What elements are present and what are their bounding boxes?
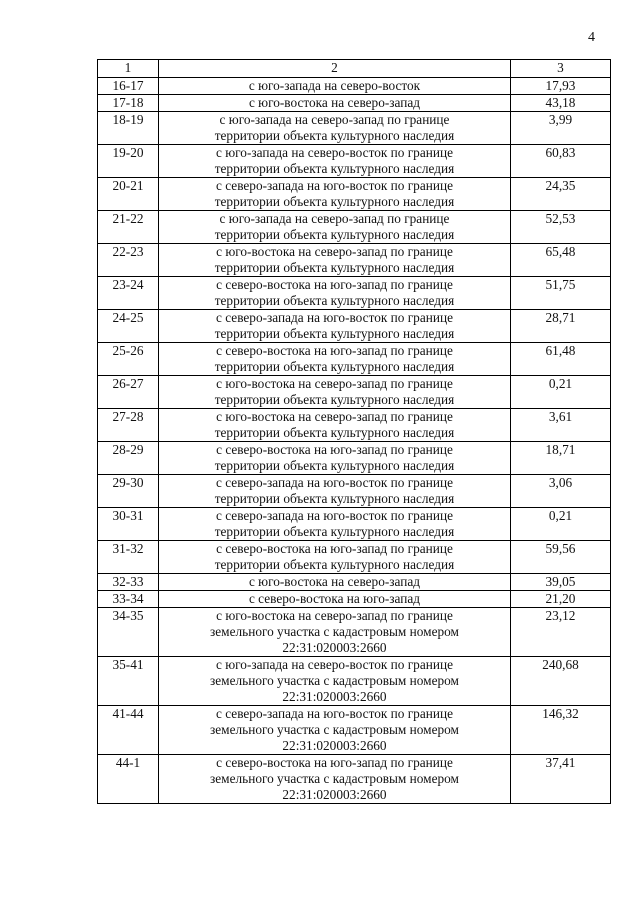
- direction-cell: [159, 442, 511, 475]
- direction-text-line: с северо-востока на юго-запад по границе: [216, 755, 453, 770]
- direction-text-line: земельного участка с кадастровым номером: [210, 722, 459, 737]
- direction-text-line: территории объекта культурного наследия: [214, 359, 455, 374]
- segment-cell: 17-18: [98, 95, 159, 112]
- length-cell: 59,56: [511, 541, 611, 574]
- length-cell: 0,21: [511, 508, 611, 541]
- length-cell: 23,12: [511, 608, 611, 657]
- table-header-row: [98, 60, 611, 78]
- direction-text-line: 22:31:020003:2660: [282, 787, 387, 802]
- direction-text-line: с северо-запада на юго-восток по границе: [216, 508, 453, 523]
- boundary-description-table: [97, 59, 611, 804]
- length-cell: 43,18: [511, 95, 611, 112]
- direction-text-line: с северо-востока на юго-запад по границе: [216, 277, 453, 292]
- direction-text-line: земельного участка с кадастровым номером: [210, 624, 459, 639]
- segment-cell: 32-33: [98, 574, 159, 591]
- segment-cell: 35-41: [98, 657, 159, 706]
- direction-text-line: территории объекта культурного наследия: [214, 425, 455, 440]
- table-row: [98, 277, 611, 310]
- direction-text-line: с северо-востока на юго-запад: [248, 591, 421, 606]
- table-row: [98, 608, 611, 657]
- length-cell: 52,53: [511, 211, 611, 244]
- segment-cell: 30-31: [98, 508, 159, 541]
- direction-cell: [159, 145, 511, 178]
- column-header-segment: 1: [98, 60, 159, 78]
- direction-text-line: с юго-запада на северо-восток по границе: [216, 145, 453, 160]
- direction-cell: [159, 706, 511, 755]
- segment-cell: 20-21: [98, 178, 159, 211]
- table-row: [98, 541, 611, 574]
- direction-text-line: с северо-запада на юго-восток по границе: [216, 475, 453, 490]
- segment-cell: 33-34: [98, 591, 159, 608]
- table-row: [98, 591, 611, 608]
- direction-text-line: 22:31:020003:2660: [282, 738, 387, 753]
- direction-cell: [159, 211, 511, 244]
- direction-cell: [159, 475, 511, 508]
- direction-text-line: 22:31:020003:2660: [282, 689, 387, 704]
- direction-text-line: с юго-запада на северо-восток по границе: [216, 657, 453, 672]
- table-row: [98, 442, 611, 475]
- length-cell: 3,99: [511, 112, 611, 145]
- direction-text-line: с северо-востока на юго-запад по границе: [216, 541, 453, 556]
- table-row: [98, 755, 611, 804]
- direction-cell: [159, 508, 511, 541]
- segment-cell: 31-32: [98, 541, 159, 574]
- segment-cell: 22-23: [98, 244, 159, 277]
- segment-cell: 23-24: [98, 277, 159, 310]
- length-cell: 0,21: [511, 376, 611, 409]
- length-cell: 18,71: [511, 442, 611, 475]
- direction-cell: [159, 591, 511, 608]
- direction-text-line: с юго-востока на северо-запад по границе: [216, 244, 453, 259]
- direction-text-line: с юго-востока на северо-запад по границе: [216, 376, 453, 391]
- direction-text-line: территории объекта культурного наследия: [214, 326, 455, 341]
- length-cell: 21,20: [511, 591, 611, 608]
- segment-cell: 24-25: [98, 310, 159, 343]
- direction-cell: [159, 178, 511, 211]
- direction-cell: [159, 310, 511, 343]
- table-row: [98, 657, 611, 706]
- direction-text-line: территории объекта культурного наследия: [214, 458, 455, 473]
- table-row: [98, 706, 611, 755]
- table-row: [98, 178, 611, 211]
- length-cell: 51,75: [511, 277, 611, 310]
- segment-cell: 26-27: [98, 376, 159, 409]
- direction-cell: [159, 409, 511, 442]
- length-cell: 3,61: [511, 409, 611, 442]
- direction-text-line: с северо-запада на юго-восток по границе: [216, 310, 453, 325]
- length-cell: 146,32: [511, 706, 611, 755]
- direction-text-line: с юго-запада на северо-восток: [248, 78, 421, 93]
- length-cell: 17,93: [511, 78, 611, 95]
- table-row: [98, 211, 611, 244]
- length-cell: 24,35: [511, 178, 611, 211]
- direction-text-line: территории объекта культурного наследия: [214, 194, 455, 209]
- direction-text-line: территории объекта культурного наследия: [214, 128, 455, 143]
- direction-text-line: земельного участка с кадастровым номером: [210, 771, 459, 786]
- length-cell: 65,48: [511, 244, 611, 277]
- direction-text-line: с северо-востока на юго-запад по границе: [216, 343, 453, 358]
- direction-text-line: с юго-запада на северо-запад по границе: [219, 112, 450, 127]
- segment-cell: 27-28: [98, 409, 159, 442]
- direction-text-line: территории объекта культурного наследия: [214, 524, 455, 539]
- table-row: [98, 574, 611, 591]
- column-header-length: 3: [511, 60, 611, 78]
- direction-cell: [159, 343, 511, 376]
- table-body: [98, 78, 611, 804]
- direction-text-line: с юго-востока на северо-запад: [248, 574, 421, 589]
- direction-cell: [159, 244, 511, 277]
- segment-cell: 41-44: [98, 706, 159, 755]
- direction-cell: [159, 541, 511, 574]
- table-row: [98, 343, 611, 376]
- segment-cell: 29-30: [98, 475, 159, 508]
- direction-text-line: с юго-востока на северо-запад по границе: [216, 409, 453, 424]
- segment-cell: 44-1: [98, 755, 159, 804]
- direction-text-line: с юго-востока на северо-запад: [248, 95, 421, 110]
- length-cell: 3,06: [511, 475, 611, 508]
- segment-cell: 34-35: [98, 608, 159, 657]
- direction-text-line: территории объекта культурного наследия: [214, 491, 455, 506]
- segment-cell: 18-19: [98, 112, 159, 145]
- segment-cell: 16-17: [98, 78, 159, 95]
- direction-cell: [159, 608, 511, 657]
- table-row: [98, 508, 611, 541]
- direction-text-line: территории объекта культурного наследия: [214, 293, 455, 308]
- direction-text-line: с северо-востока на юго-запад по границе: [216, 442, 453, 457]
- length-cell: 61,48: [511, 343, 611, 376]
- direction-cell: [159, 112, 511, 145]
- segment-cell: 21-22: [98, 211, 159, 244]
- length-cell: 60,83: [511, 145, 611, 178]
- direction-cell: [159, 574, 511, 591]
- page-number: 4: [588, 30, 595, 45]
- table-row: [98, 376, 611, 409]
- table-row: [98, 310, 611, 343]
- direction-cell: [159, 376, 511, 409]
- table-row: [98, 112, 611, 145]
- direction-text-line: с юго-востока на северо-запад по границе: [216, 608, 453, 623]
- table-row: [98, 95, 611, 112]
- length-cell: 39,05: [511, 574, 611, 591]
- direction-text-line: территории объекта культурного наследия: [214, 161, 455, 176]
- direction-text-line: с юго-запада на северо-запад по границе: [219, 211, 450, 226]
- direction-cell: [159, 78, 511, 95]
- direction-text-line: земельного участка с кадастровым номером: [210, 673, 459, 688]
- table-row: [98, 475, 611, 508]
- direction-text-line: с северо-запада на юго-восток по границе: [216, 178, 453, 193]
- direction-cell: [159, 755, 511, 804]
- direction-cell: [159, 277, 511, 310]
- segment-cell: 28-29: [98, 442, 159, 475]
- table-row: [98, 145, 611, 178]
- table-row: [98, 244, 611, 277]
- column-header-direction: 2: [159, 60, 511, 78]
- direction-text-line: 22:31:020003:2660: [282, 640, 387, 655]
- direction-text-line: территории объекта культурного наследия: [214, 227, 455, 242]
- segment-cell: 19-20: [98, 145, 159, 178]
- direction-text-line: территории объекта культурного наследия: [214, 260, 455, 275]
- direction-cell: [159, 657, 511, 706]
- segment-cell: 25-26: [98, 343, 159, 376]
- direction-text-line: с северо-запада на юго-восток по границе: [216, 706, 453, 721]
- direction-text-line: территории объекта культурного наследия: [214, 392, 455, 407]
- direction-text-line: территории объекта культурного наследия: [214, 557, 455, 572]
- table-header: [98, 60, 611, 78]
- table-row: [98, 409, 611, 442]
- length-cell: 37,41: [511, 755, 611, 804]
- length-cell: 28,71: [511, 310, 611, 343]
- direction-cell: [159, 95, 511, 112]
- table-row: [98, 78, 611, 95]
- length-cell: 240,68: [511, 657, 611, 706]
